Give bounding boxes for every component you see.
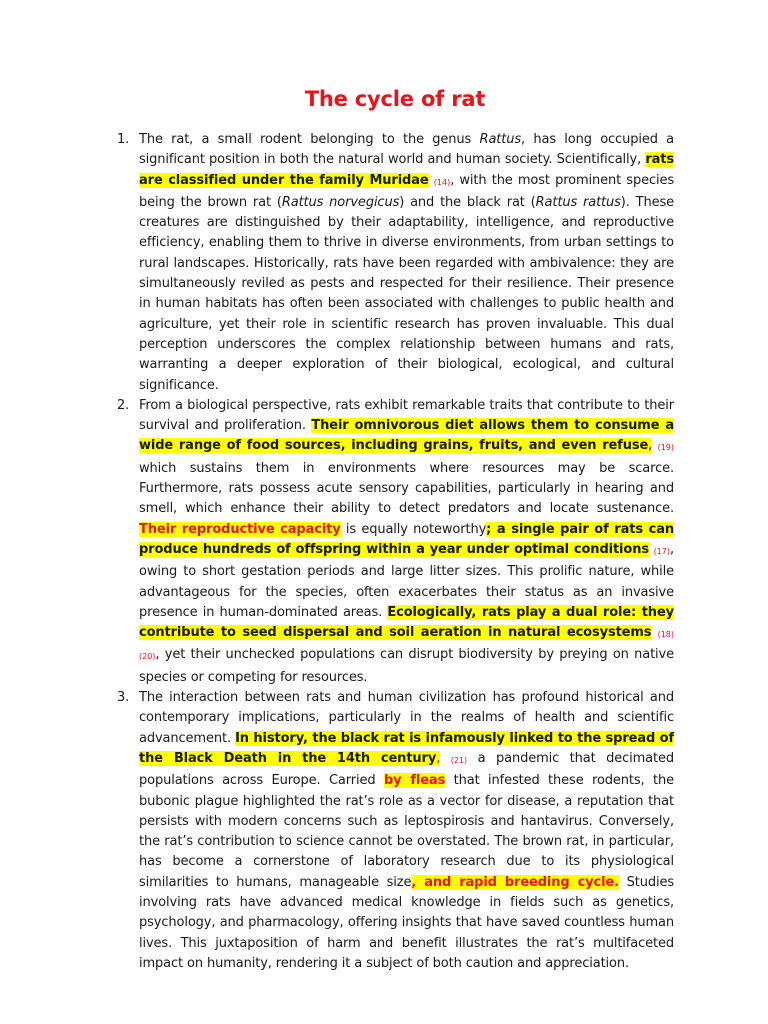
species-name: Rattus norvegicus [281, 194, 400, 210]
list-number: 3. [117, 690, 130, 706]
paragraph-text: The rat, a small rodent belonging to the genus [139, 132, 480, 147]
genus-name: Rattus [479, 132, 522, 147]
highlighted-text: In history, the black rat is infamously linked to the spread of the Black Death in the 14th century [139, 730, 675, 766]
paragraph-text: that infested these rodents, the bubonic plague highlighted the rat’s role as a vector for disease, a reputation that persists with modern concerns such as leptospirosis and hantavirus. Conversely, the rat’s contribution to science cannot be overstated. The brown rat, in particular, has become a cornerstone of laboratory research due to its physiological similarities to humans, manageable size [139, 773, 674, 890]
highlighted-red-text: by fleas [383, 773, 446, 789]
species-name: Rattus rattus [535, 194, 621, 210]
paragraph-text: From a biological perspective, rats exhibit remarkable traits that contribute to their survival and proliferation. [139, 397, 674, 434]
paragraph-text: ). These creatures are distinguished by their adaptability, intelligence, and reproductive efficiency, enabling them to thrive in diverse environments, from urban settings to rural landscapes. Historically, rats have been regarded with ambivalence: they are simultaneously reviled as pests and respected for their resilience. Their presence in human habitats has often been associated with challenges to public health and agriculture, yet their role in scientific research has proven invaluable. This dual perception underscores the complex relationship between humans and rats, warranting a deeper exploration of their biological, ecological, and cultural significance. [139, 194, 674, 393]
paragraph-text: which sustains them in environments where resources may be scarce. Furthermore, rats possess acute sensory capabilities, particularly in hearing and smell, which enhance their ability to detect predators and locate sustenance. [139, 460, 674, 517]
highlighted-red-text: Their reproductive capacity [139, 521, 341, 537]
citation-ref: (17) [653, 546, 670, 556]
highlighted-punctuation: , [648, 438, 653, 454]
paragraph-text: , with the most prominent species being the brown rat ( [139, 172, 675, 210]
list-item [117, 130, 675, 396]
paragraph-text: The interaction between rats and human civilization has profound historical and contemporary implications, particularly in the realms of health and scientific advancement. [139, 690, 674, 746]
highlighted-punctuation: , [436, 750, 441, 766]
numbered-list [117, 130, 675, 974]
list-number: 2. [117, 397, 130, 413]
paragraph-text: Studies involving rats have advanced medical knowledge in fields such as genetics, psychology, and pharmacology, offering insights that have saved countless human lives. This juxtaposition of harm and benefit illustrates the rat’s multifaceted impact on humanity, rendering it a subject of both caution and appreciation. [139, 874, 674, 971]
list-item [117, 396, 674, 688]
list-item [117, 688, 675, 974]
paragraph-text: , yet their unchecked populations can disrupt biodiversity by preying on native species or competing for resources. [139, 647, 674, 685]
highlighted-text: Their omnivorous diet allows them to consume a wide range of food sources, including grains, fruits, and even refuse [139, 418, 674, 454]
citation-ref: (19) [657, 443, 674, 453]
paragraph-text: is equally noteworthy [340, 521, 487, 537]
list-number: 1. [117, 132, 130, 147]
citation-ref: (21) [450, 755, 468, 765]
highlighted-red-text: , and rapid breeding cycle. [411, 874, 619, 890]
paragraph-text: ) and the black rat ( [399, 194, 536, 210]
citation-ref: (18) (20) [139, 630, 674, 662]
highlighted-text: ; a single pair of rats can produce hundreds of offspring within a year under optimal conditions [139, 521, 674, 557]
highlighted-text: Ecologically, rats play a dual role: they contribute to seed dispersal and soil aeration in natural ecosystems [139, 604, 674, 641]
paragraph-text: , has long occupied a significant position in both the natural world and human society. Scientifically, [139, 132, 675, 168]
citation-ref: (14) [433, 177, 451, 187]
paragraph-text: , owing to short gestation periods and large litter sizes. This prolific nature, while advantageous for the species, often exacerbates their status as an invasive presence in human-dominated areas. [139, 541, 674, 620]
page-title: The cycle of rat [304, 87, 486, 111]
highlighted-text: rats are classified under the family Muridae [139, 152, 674, 188]
paragraph-text: a pandemic that decimated populations across Europe. Carried [139, 750, 674, 789]
